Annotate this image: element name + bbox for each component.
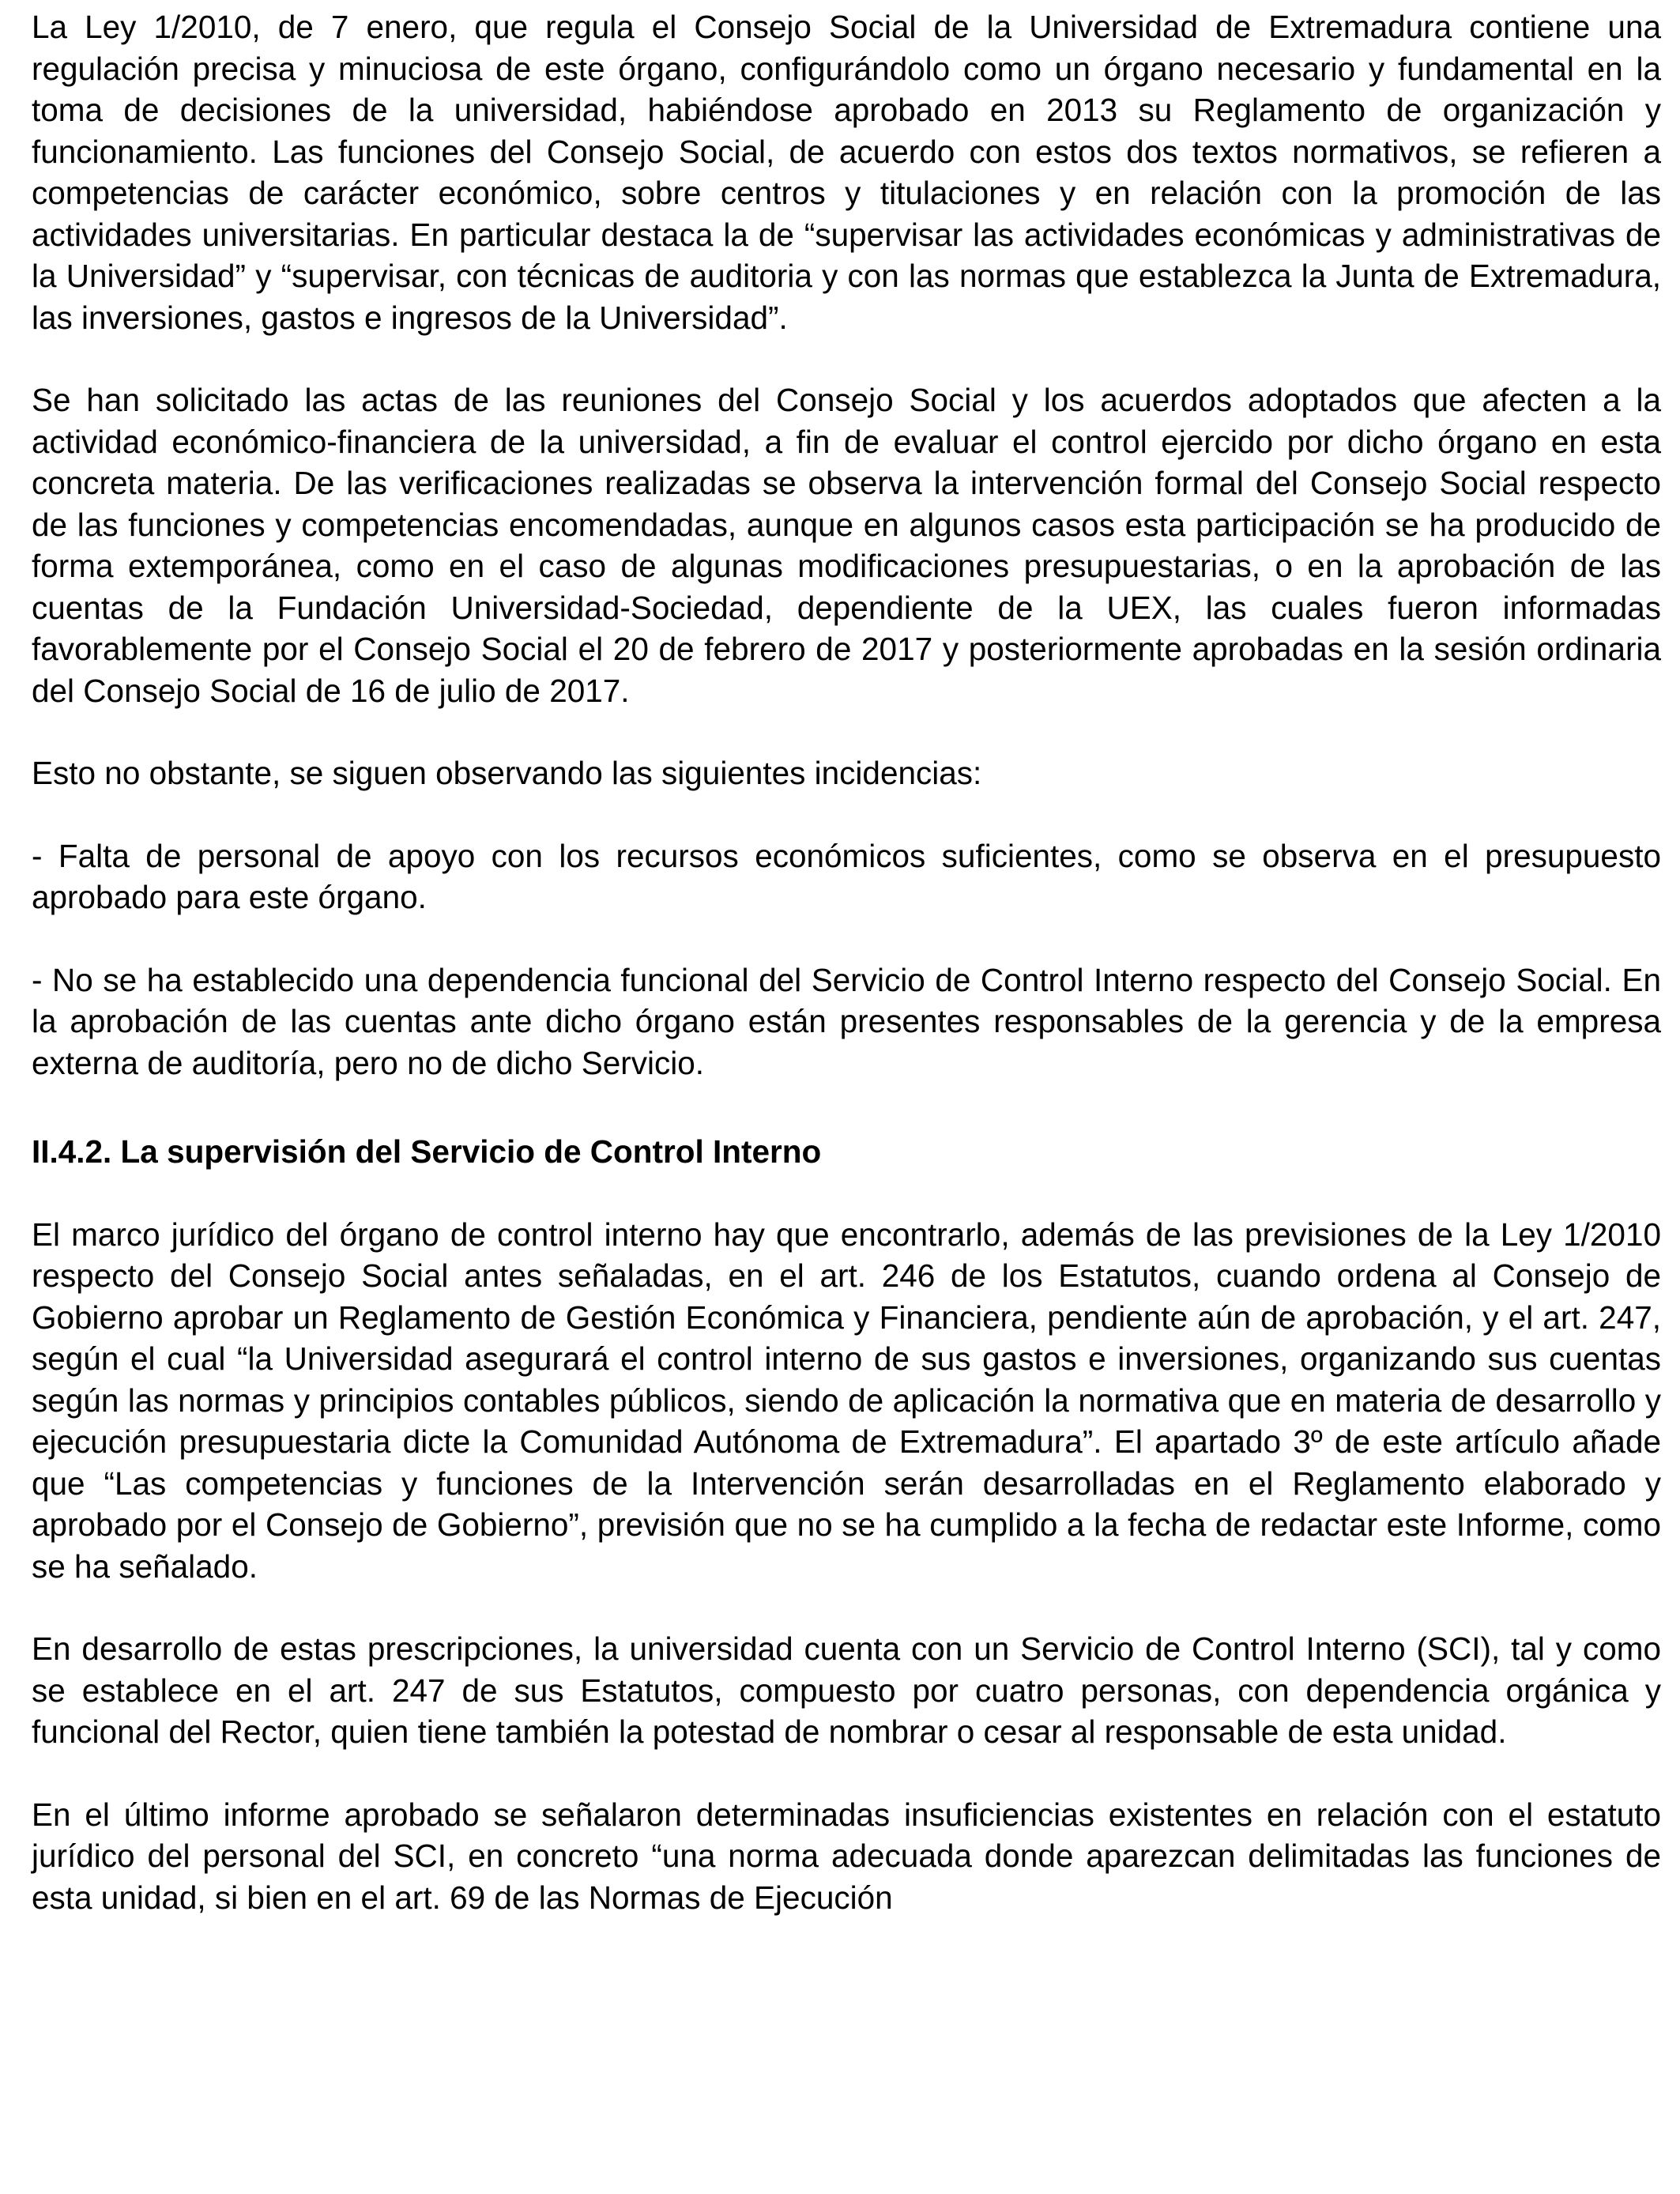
list-item-dependencia-funcional: - No se ha establecido una dependencia funcional del Servicio de Control Interno respecto del Consejo Social. En la aprobación de las cuentas ante dicho órgano están presentes responsables de la gerencia y de la empresa externa de auditoría, pero no de dicho Servicio. — [32, 961, 1661, 1081]
paragraph-servicio-control-interno: En desarrollo de estas prescripciones, la universidad cuenta con un Servicio de Control Interno (SCI), tal y como se establece en el art. 247 de sus Estatutos, compuesto por cuatro personas, con dependencia orgánica y funcional del Rector, quien tiene también la potestad de nombrar o cesar al responsable de esta unidad. — [32, 1630, 1661, 1750]
paragraph-gap — [32, 1173, 1661, 1214]
paragraph-marco-juridico: El marco jurídico del órgano de control interno hay que encontrarlo, además de las previsiones de la Ley 1/2010 respecto del Consejo Social antes señaladas, en el art. 246 de los Estatutos, cuando ordena al Consejo de Gobierno aprobar un Reglamento de Gestión Económica y Financiera, pendiente aún de aprobación, y el art. 247, según el cual “la Universidad asegurará el control interno de sus gastos e inversiones, organizando sus cuentas según las normas y principios contables públicos, siendo de aplicación la normativa que en materia de desarrollo y ejecución presupuestaria dicte la Comunidad Autónoma de Extremadura”. El apartado 3º de este artículo añade que “Las competencias y funciones de la Intervención serán desarrolladas en el Reglamento elaborado y aprobado por el Consejo de Gobierno”, previsión que no se ha cumplido a la fecha de redactar este Informe, como se ha señalado. — [32, 1216, 1661, 1585]
paragraph-gap — [32, 794, 1661, 835]
paragraph-gap — [32, 338, 1661, 379]
paragraph-gap — [32, 1587, 1661, 1628]
paragraph-gap — [32, 918, 1661, 959]
section-heading: II.4.2. La supervisión del Servicio de Control Interno — [32, 1133, 822, 1170]
paragraph-ultimo-informe: En el último informe aprobado se señalaron determinadas insuficiencias existentes en relación con el estatuto jurídico del personal del SCI, en concreto “una norma adecuada donde aparezcan delimitadas las funciones de esta unidad, si bien en el art. 69 de las Normas de Ejecución — [32, 1796, 1661, 1916]
paragraph-consejo-social-ley: La Ley 1/2010, de 7 enero, que regula el Consejo Social de la Universidad de Extremadura contiene una regulación precisa y minuciosa de este órgano, configurándolo como un órgano necesario y fundamental en la toma de decisiones de la universidad, habiéndose aprobado en 2013 su Reglamento de organización y funcionamiento. Las funciones del Consejo Social, de acuerdo con estos dos textos normativos, se refieren a competencias de carácter económico, sobre centros y titulaciones y en relación con la promoción de las actividades universitarias. En particular destaca la de “supervisar las actividades económicas y administrativas de la Universidad” y “supervisar, con técnicas de auditoria y con las normas que establezca la Junta de Extremadura, las inversiones, gastos e ingresos de la Universidad”. — [32, 9, 1661, 336]
paragraph-gap — [32, 1084, 1661, 1131]
paragraph-gap — [32, 711, 1661, 752]
paragraph-actas-reuniones: Se han solicitado las actas de las reuniones del Consejo Social y los acuerdos adoptados que afecten a la actividad económico-financiera de la universidad, a fin de evaluar el control ejercido por dicho órgano en esta concreta materia. De las verificaciones realizadas se observa la intervención formal del Consejo Social respecto de las funciones y competencias encomendadas, aunque en algunos casos esta participación se ha producido de forma extemporánea, como en el caso de algunas modificaciones presupuestarias, o en la aprobación de las cuentas de la Fundación Universidad-Sociedad, dependiente de la UEX, las cuales fueron informadas favorablemente por el Consejo Social el 20 de febrero de 2017 y posteriormente aprobadas en la sesión ordinaria del Consejo Social de 16 de julio de 2017. — [32, 382, 1661, 709]
list-item-falta-personal: - Falta de personal de apoyo con los recursos económicos suficientes, como se observa en el presupuesto aprobado para este órgano. — [32, 837, 1661, 915]
paragraph-gap — [32, 1753, 1661, 1794]
paragraph-incidencias-intro: Esto no obstante, se siguen observando las siguientes incidencias: — [32, 755, 982, 791]
document-page — [32, 6, 1661, 1918]
